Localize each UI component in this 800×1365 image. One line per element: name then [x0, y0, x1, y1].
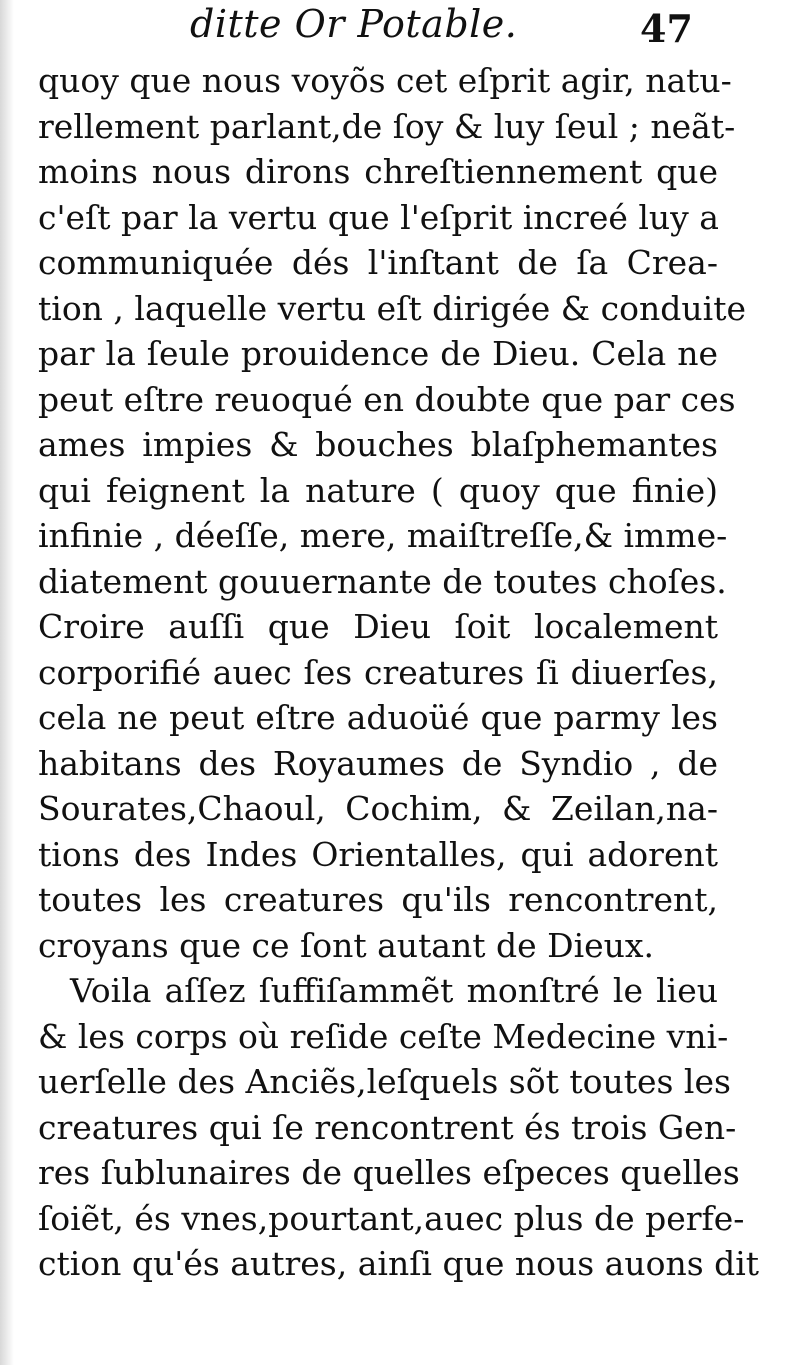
- text-line: par la ſeule prouidence de Dieu. Cela ne: [38, 334, 718, 373]
- text-line: communiquée dés l'inſtant de ſa Crea-: [38, 243, 718, 282]
- text-line: tion , laquelle vertu eſt dirigée & conduite: [38, 288, 746, 328]
- text-line: infinie , déeſſe, mere, maiſtreſſe,& imme-: [38, 516, 728, 555]
- text-line: qui feignent la nature ( quoy que finie): [38, 470, 718, 510]
- text-line: rellement parlant,de ſoy & luy ſeul ; neãt-: [38, 106, 736, 146]
- text-line: creatures qui ſe rencontrent és trois Gen-: [38, 1107, 737, 1147]
- text-line: cela ne peut eſtre aduoüé que parmy les: [38, 698, 718, 737]
- text-line: moins nous dirons chreſtiennement que: [38, 152, 718, 191]
- text-line: Voila aſſez ſuffiſammẽt monſtré le lieu: [70, 971, 718, 1010]
- text-line: c'eſt par la vertu que l'eſprit increé luy a: [38, 197, 719, 237]
- running-title: ditte Or Potable.: [190, 2, 518, 46]
- text-line: habitans des Royaumes de Syndio , de: [38, 743, 718, 783]
- text-line: quoy que nous voyõs cet eſprit agir, natu-: [38, 61, 732, 100]
- text-line: & les corps où reſide ceſte Medecine vni-: [38, 1016, 729, 1056]
- body-text: [38, 58, 760, 1287]
- text-line: diatement gouuernante de toutes choſes.: [38, 561, 727, 601]
- text-line: ames impies & bouches blaſphemantes: [38, 425, 718, 464]
- text-line: ction qu'és autres, ainſi que nous auons dit: [38, 1244, 760, 1283]
- text-line: corporifié auec ſes creatures ſi diuerſes,: [38, 652, 718, 692]
- text-line: toutes les creatures qu'ils rencontrent,: [38, 880, 718, 919]
- text-line: tions des Indes Orientalles, qui adorent: [38, 834, 718, 874]
- text-line: ſoiẽt, és vnes,pourtant,auec plus de perfe-: [38, 1198, 745, 1238]
- text-line: Croire auſſi que Dieu ſoit localement: [38, 607, 718, 646]
- text-line: uerſelle des Anciẽs,leſquels sõt toutes les: [38, 1062, 731, 1101]
- text-line: croyans que ce ſont autant de Dieux.: [38, 925, 655, 965]
- text-line: res ſublunaires de quelles eſpeces quelles: [38, 1153, 740, 1192]
- page-edge-shading: [0, 0, 14, 1365]
- text-line: Sourates,Chaoul, Cochim, & Zeilan,na-: [38, 789, 718, 828]
- text-line: peut eſtre reuoqué en doubte que par ces: [38, 379, 736, 419]
- page-number: 47: [640, 6, 693, 51]
